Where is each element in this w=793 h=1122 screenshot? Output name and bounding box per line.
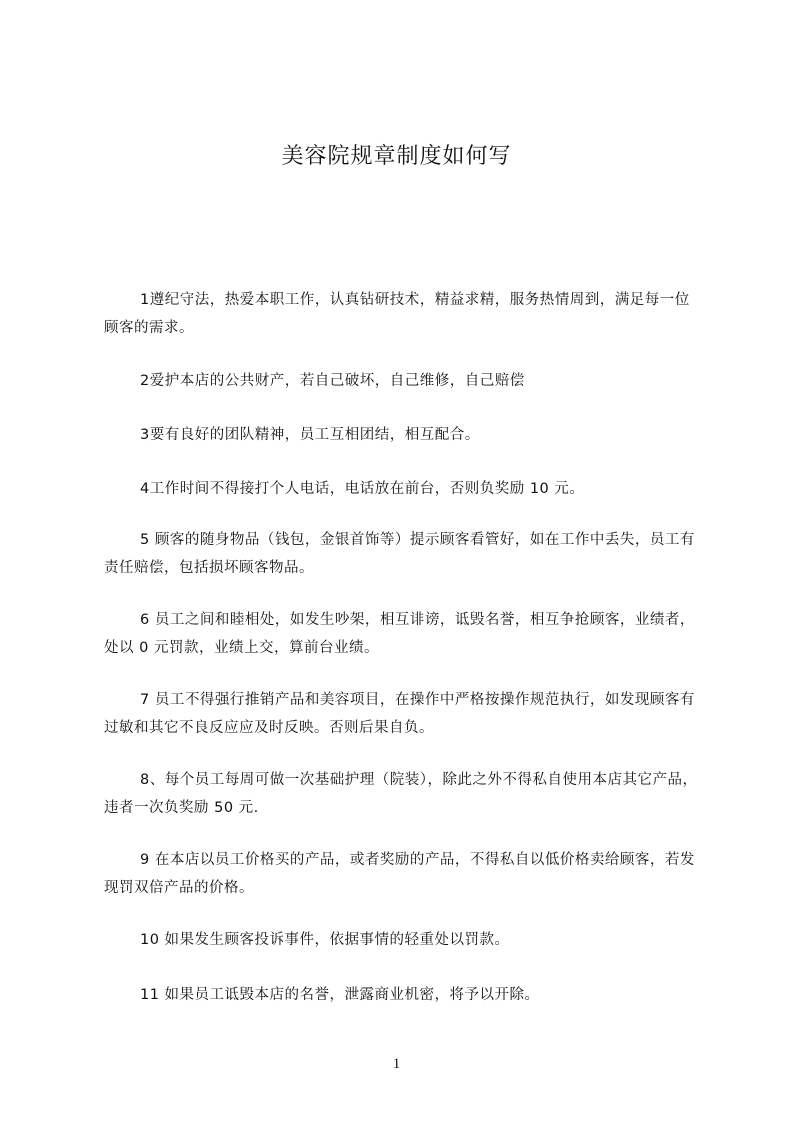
rule-paragraph-1: 1遵纪守法，热爱本职工作，认真钻研技术，精益求精，服务热情周到，满足每一位顾客的需求。 (104, 292, 690, 336)
rule-paragraph-4: 4工作时间不得接打个人电话，电话放在前台，否则负奖励 10 元。 (140, 481, 585, 497)
rule-paragraph-3: 3要有良好的团队精神，员工互相团结，相互配合。 (140, 427, 480, 443)
rule-paragraph-11: 11 如果员工诋毁本店的名誉，泄露商业机密，将予以开除。 (140, 987, 540, 1003)
rule-paragraph-9: 9 在本店以员工价格买的产品，或者奖励的产品，不得私自以低价格卖给顾客，若发现罚双倍产品的价格。 (104, 852, 695, 896)
page-number: 1 (392, 1056, 401, 1072)
rule-paragraph-8: 8、每个员工每周可做一次基础护理（院装），除此之外不得私自使用本店其它产品，违者一次负奖励 50 元. (104, 772, 698, 816)
page-title: 美容院规章制度如何写 (281, 144, 512, 169)
rule-paragraph-5: 5 顾客的随身物品（钱包，金银首饰等）提示顾客看管好，如在工作中丢失，员工有责任赔偿，包括损坏顾客物品。 (104, 532, 695, 576)
rule-paragraph-10: 10 如果发生顾客投诉事件，依据事情的轻重处以罚款。 (140, 932, 510, 948)
rule-paragraph-7: 7 员工不得强行推销产品和美容项目，在操作中严格按操作规范执行，如发现顾客有过敏和其它不良反应应及时反映。否则后果自负。 (104, 692, 695, 736)
rule-paragraph-6: 6 员工之间和睦相处，如发生吵架，相互诽谤，诋毁名誉，相互争抢顾客，业绩者，处以 0 元罚款，业绩上交，算前台业绩。 (104, 612, 695, 656)
rule-paragraph-2: 2爱护本店的公共财产，若自己破坏，自己维修，自己赔偿 (140, 373, 525, 389)
